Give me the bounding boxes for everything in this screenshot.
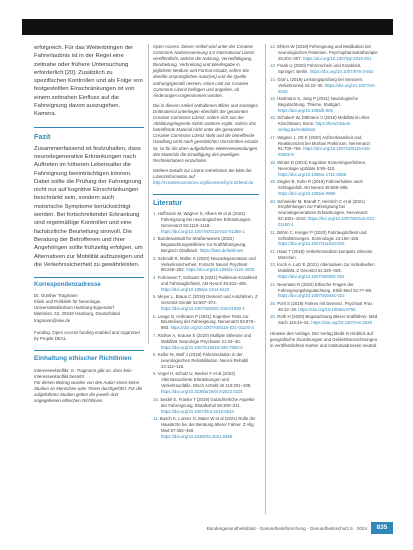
reference-link[interactable]: https://doi.org/10.1007/s00115-021-01100-3 xyxy=(170,325,254,331)
reference-link[interactable]: https://doi.org/10.1007/s15016-020-7500-2 xyxy=(161,344,243,350)
reference-link[interactable]: https://doi.org/10.1007/pp-2018-201 xyxy=(303,55,372,61)
reference-item: 4. Fuhrmann T, Schwarz B (2021) Parkinson-Krankheit und Fahrtauglichkeit. Akt Neurol 48:401–409. https://doi.org/10.1055/a-1344-5123 xyxy=(153,274,258,292)
reference-item: 13. Frank U (2020) Führerschein und Krankheit. Springer, Berlin. https://doi.org/10.1007/978-3-662 xyxy=(270,63,374,75)
reference-link[interactable]: https://doi.org/10.1055/a-1344-5123 xyxy=(161,286,230,292)
reference-link[interactable]: https://kirschbaum-verlag.de/mobilitaet xyxy=(278,121,352,133)
intro-paragraph: erfolgreich. Für das Weiterbringen der Fahrerlaubnis ist in der Regel eine zeitnahe oder frühere Untersuchung erforderlich [20]. Zusätzlich zu spezifischen Kontrollen und als Folge von festgestellten Einschränkungen ist von einem zeitnahen Einfluss auf die Fahreignung davon auszugehen. Kamera. xyxy=(34,45,143,118)
reference-item: 24. Neumann R (2022) Ethische Fragen der Fahreignungsbegutachtung. Ethik Med 34:77–89. https://doi.org/10.1007/s00481-022 xyxy=(270,281,373,299)
reference-link[interactable]: https://doi.org/10.1007/s00115-021-01180-1 xyxy=(278,216,376,228)
column-divider xyxy=(148,44,149,344)
reference-link[interactable]: https://doi.org/10.1007/vm-2019 xyxy=(278,82,376,94)
correspondence-address: Dr. Günther Tragmann Klinik und Poliklinik für Neurologie, Universitätsklinikum Hamburg-Eppendorf Martinistr. 52, 20246 Hamburg, Deutschland tragmann@uke.de xyxy=(34,293,120,323)
reference-item: 16. Schubert W, Dittmann V (2018) Mobilität im Alter. Kirschbaum, Bonn. https://kirschbaum-verlag.de/mobilitaet xyxy=(270,115,371,133)
reference-item: 1. Hoffmann M, Wagner S, Albers W et al (2022) Fahreignung bei neurologischen Erkrankungen. Nervenarzt 93:1110–1118. https://doi.org/10.1007/s00115-022-01356-1 xyxy=(153,211,252,234)
reference-link[interactable]: https://doi.org/10.1055/a-0998 xyxy=(278,191,336,196)
reference-item: 8. Keller M, Wolf J (2018) Fahrsimulation in der neurologischen Rehabilitation. Neurol Rehabil 24:112–118. xyxy=(153,352,249,369)
column-3 xyxy=(270,44,378,349)
reference-item: 5. Meyer L, Braun C (2019) Demenz und Autofahren. Z Gerontol Geriatr 52:567–574. https://doi.org/10.1007/s00391-019-01590-1 xyxy=(153,294,258,312)
reference-item: 9. Vogel H, Schulz U, Becker F et al (2022) Altersassoziierte Erkrankungen und Verkehrsunfälle. Dtsch Arztebl Int 119:201–208. https://doi.org/10.3238/arztebl.m2022.0101 xyxy=(153,371,252,395)
reference-link[interactable]: https://doi.org/10.1007/s00481-022 xyxy=(278,293,345,299)
reference-list-a xyxy=(153,211,259,440)
reference-link[interactable]: https://doi.org/10.1007/s00391-021 xyxy=(278,274,345,280)
license-link[interactable]: http://creativecommons.org/licenses/by/4.0/deed.de xyxy=(153,179,254,185)
reference-item: 7. Richter A, Krause S (2020) Multiple Sklerose und Mobilität. Neurologe Psychiater 21:34–40. https://doi.org/10.1007/s15016-020-7500-2 xyxy=(153,332,252,350)
reference-item: 12. Ehlers W (2018) Fahreignung und Medikation bei neurologischen Patienten. Psychopharmakotherapie 25:201–207. https://doi.org/10.1007/pp-2018-201 xyxy=(270,44,378,61)
reference-link[interactable]: https://doi.org/10.3238/zfa.2021.0455 xyxy=(161,433,233,439)
fazit-rule xyxy=(34,127,144,128)
ethics-rule xyxy=(34,350,144,351)
publisher-note: Hinweis des Verlags. Der Verlag bleibt in Hinblick auf geografische Zuordnungen und Gebietsbezeichnungen in veröffentlichten Karten und Institutsadressen neutral. xyxy=(270,331,378,349)
reference-item: 23. Koch A, Lutz E (2021) Alternativen zur individuellen Mobilität. Z Gerontol 54:320–326. https://doi.org/10.1007/s00391-021 xyxy=(270,262,375,280)
reference-link[interactable]: https://doi.org/10.1007/blut-2019-0044 xyxy=(161,408,234,414)
reference-link[interactable]: https://doi.org/10.3238/arztebl.m2022.0101 xyxy=(161,389,243,395)
literature-heading: Literatur xyxy=(153,198,183,208)
column-2 xyxy=(153,44,259,441)
header-bar xyxy=(22,19,393,35)
journal-footer: Bundesgesundheitsblatt - Gesundheitsforschung - Gesundheitsschutz 6 · 2024 xyxy=(206,526,367,531)
license-intro: Weitere Details zur Lizenz entnehmen Sie bitte der Lizenzinformation auf xyxy=(153,167,252,179)
reference-link[interactable]: https://doi.org/10.1055/a-1711-0055 xyxy=(278,171,347,177)
reference-link[interactable]: https://doi.org/10.1007/s00115-020-00925-9 xyxy=(278,146,371,158)
reference-item: 26. Roth H (2020) Begutachtung älterer Kraftfahrer. Med Sach 116:44–51. https://doi.org/10.1007/ms-2020 xyxy=(270,314,378,326)
fazit-heading: Fazit xyxy=(34,131,51,141)
reference-item: 22. Haas T (2018) Verkehrsmedizin kompakt. Elsevier, München. xyxy=(270,248,374,260)
reference-item: 10. Seidel E, Franke T (2019) Gutachterliche Aspekte der Fahreignung. Blutalkohol 56:300–311. https://doi.org/10.1007/blut-2019-0044 xyxy=(153,396,255,414)
reference-item: 3. Schmidt R, Müller K (2020) Neurodegeneration und Verkehrssicherheit. Fortschr Neurol Psychiatr 88:245–252. https://doi.org/10.1055/a-1122-4000 xyxy=(153,255,256,273)
reference-item: 18. Winter D (2022) Kognitive Screeningverfahren. Neurologie up2date 5:95–110. https://doi.org/10.1055/a-1711-0055 xyxy=(270,159,367,177)
reference-link[interactable]: https://doi.org/10.1055/a-0766 xyxy=(298,306,356,312)
column-divider-2 xyxy=(265,44,266,514)
reference-item: 15. Hartmann S, Jung P (2021) Neurologische Begutachtung. Thieme, Stuttgart. https://doi.org/10.1055/b-006 xyxy=(270,96,359,113)
ethics-text: Interessenkonflikt. G. Tragmann gibt an, dass kein Interessenkonflikt besteht. Für diesen Beitrag wurden von den Autor/-innen keine Studien an Menschen oder Tieren durchgeführt. Für die aufgeführten Studien gelten die jeweils dort angegebenen ethischen Richtlinien. xyxy=(34,367,143,404)
fazit-paragraph: Zusammenfassend ist festzuhalten, dass neurodegenerative Erkrankungen nach Auftreten im höheren Lebensalter die Fahreignung beeinträchtigen können. Dabei sollte die Prüfung der Fahreignung nicht nur auf kognitive Einschränkungen beschränkt sein, sondern auch motorische Symptome berücksichtigt werden. Bei fortschreitender Erkrankung sind regelmäßige Kontrollen und eine fachärztliche Beurteilung sinnvoll. Die Beratung der Betroffenen und ihrer Angehörigen sollte frühzeitig erfolgen, um Alternativen zur Mobilität aufzuzeigen und die Verkehrssicherheit zu gewährleisten. xyxy=(34,145,144,268)
literature-rule xyxy=(153,194,259,195)
license-paragraph-3 xyxy=(153,168,259,186)
reference-link[interactable]: https://doi.org/10.1055/a-1122-4000 xyxy=(186,267,255,273)
reference-list-b xyxy=(270,44,378,326)
license-paragraph-1: Open Access. Dieser Artikel wird unter der Creative Commons Namensnennung 4.0 International Lizenz veröffentlicht, welche die Nutzung, Vervielfältigung, Bearbeitung, Verbreitung und Wiedergabe in jeglichem Medium und Format erlaubt, sofern Sie den/die ursprünglichen Autor(en) und die Quelle ordnungsgemäß nennen, einen Link zur Creative Commons Lizenz beifügen und angeben, ob Änderungen vorgenommen wurden. xyxy=(153,44,255,98)
reference-link[interactable]: https://doi.org/10.1007/s00115-022-01356-1 xyxy=(161,228,245,234)
reference-item: 6. Lange D, Hofmann P (2021) Kognitive Tests zur Beurteilung der Fahreignung. Nervenarzt 92:876–883. https://doi.org/10.1007/s00115-021-01100-3 xyxy=(153,313,256,331)
ethics-heading: Einhaltung ethischer Richtlinien xyxy=(34,354,132,362)
column-1 xyxy=(34,44,144,404)
correspondence-heading: Korrespondenzadresse xyxy=(34,282,101,289)
reference-link[interactable]: https://doi.org/10.1007/s11818-020 xyxy=(278,241,345,247)
reference-item: 2. Bundesanstalt für Straßenwesen (2022) Begutachtungsleitlinien zur Kraftfahreignung. Bergisch Gladbach. https://bast.de/leitlinien xyxy=(153,236,247,254)
reference-link[interactable]: https://doi.org/10.1007/978-3-662 xyxy=(309,69,374,75)
license-paragraph-2: Die in diesem Artikel enthaltenen Bilder und sonstiges Drittmaterial unterliegen ebenfalls der genannten Creative Commons Lizenz, sofern sich aus der Abbildungslegende nichts anderes ergibt. Sofern das betreffende Material nicht unter der genannten Creative Commons Lizenz steht und die betreffende Handlung nicht nach gesetzlichen Vorschriften erlaubt ist, ist für die oben aufgeführten Weiterverwendungen des Materials die Einwilligung des jeweiligen Rechteinhabers einzuholen. xyxy=(153,102,258,163)
page-number: 835 xyxy=(371,522,393,534)
funding-note: Funding. Open Access funding enabled and organized by Projekt DEAL. xyxy=(34,329,140,341)
reference-item: 11. Busch K, Lorenz G, Maier W et al (2021) Rolle der Hausärzte bei der Beratung älterer Fahrer. Z Allg Med 97:455–460. https://doi.org/10.3238/zfa.2021.0455 xyxy=(153,416,256,439)
reference-link[interactable]: https://doi.org/10.1055/b-006 xyxy=(278,107,333,113)
reference-link[interactable]: https://doi.org/10.1007/ms-2020 xyxy=(311,320,373,326)
correspondence-rule xyxy=(34,277,144,278)
reference-item: 19. Ziegler B, Kuhn R (2019) Fahrverhalten nach Schlaganfall. Akt Neurol 46:588–595. https://doi.org/10.1055/a-0998 xyxy=(270,179,363,196)
reference-item: 20. Schneider M, Brandt T, Heinrich C et al (2021) Empfehlungen zur Fahreignung bei neurodegenerativen Erkrankungen. Nervenarzt 92:1001–1010. https://doi.org/10.1007/s00115-021-01180-1 xyxy=(270,198,376,228)
reference-item: 21. Böhm C, Krieger P (2020) Fahrtauglichkeit und Schlafstörungen. Somnologie 24:150–156. https://doi.org/10.1007/s11818-020 xyxy=(270,229,367,247)
reference-item: 25. Pohl S (2019) Fahren mit Demenz. Psychiatr Prax 46:12–18. https://doi.org/10.1055/a-0766 xyxy=(270,300,373,312)
reference-link[interactable]: https://bast.de/leitlinien xyxy=(199,248,244,254)
reference-link[interactable]: https://doi.org/10.1007/s00391-019-01590-1 xyxy=(161,306,245,312)
reference-item: 14. Graf L (2019) Leistungsprüfung bei Senioren. Verkehrsmed 44:23–30. https://doi.org/10.1007/vm-2019 xyxy=(270,76,376,94)
reference-item: 17. Wagner J, Ott K (2020) Aufmerksamkeit und Reaktionszeit bei Morbus Parkinson. Nervenarzt 91:700–706. https://doi.org/10.1007/s00115-020-00925-9 xyxy=(270,134,371,158)
